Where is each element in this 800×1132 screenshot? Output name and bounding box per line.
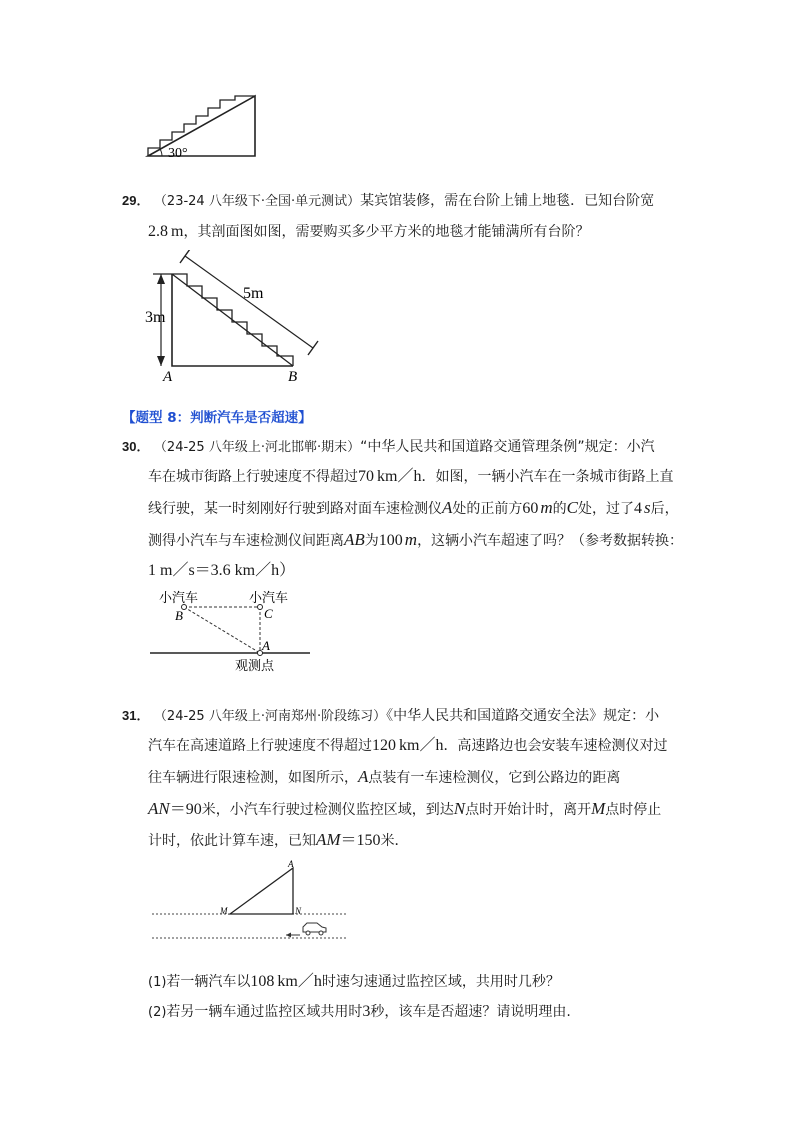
q29-line1 (122, 191, 654, 212)
q30-text3b: 处的正前方 (452, 501, 523, 517)
q30-line5 (148, 561, 295, 581)
q30-label-a: A (262, 638, 270, 653)
top-staircase-figure (140, 88, 265, 163)
q31-speed-unit: km／h (399, 737, 444, 754)
q31-sub2-text-b: 秒，该车是否超速？请说明理由. (370, 1004, 571, 1020)
q30-speed: 70 (358, 468, 374, 485)
q31-source: （24-25 八年级上·河南郑州·阶段练习） (153, 709, 387, 724)
q30-var-ab: AB (344, 530, 365, 549)
q31-sub1-text-b: 时速匀速通过监控区域，共用时几秒？ (321, 974, 560, 990)
q30-time: 4 (634, 500, 643, 517)
q31-text4c: 点时停止 (605, 802, 662, 818)
q31-sub1-number: (1) (148, 975, 167, 990)
q30-observe-point: 观测点 (235, 659, 275, 674)
q31-label-a: A (288, 859, 294, 869)
q30-car-right: 小汽车 (249, 591, 289, 606)
q30-text3a: 线行驶，某一时刻刚好行驶到路对面车速检测仪 (148, 501, 442, 517)
q29-source: （23-24 八年级下·全国·单元测试） (153, 194, 361, 209)
q30-unit-m: m (540, 498, 553, 517)
q30-speed-unit: km／h (377, 468, 422, 485)
q29-stair-figure (145, 250, 325, 385)
q30-text1: “中华人民共和国道路交通管理条例”规定：小汽 (360, 439, 655, 455)
q30-dist-ac: 60 (522, 500, 539, 517)
q31-line1 (122, 706, 659, 727)
q30-line2 (148, 467, 673, 487)
q31-line3 (148, 767, 620, 788)
q30-source: （24-25 八年级上·河北邯郸·期末） (153, 440, 361, 455)
angle-label: 30° (168, 146, 188, 161)
q31-sub1-unit: km／h (277, 973, 322, 990)
q30-unit-m2: m (404, 530, 418, 549)
q29-number: 29． (122, 193, 150, 208)
q31-text3a: 往车辆进行限速检测，如图所示， (148, 770, 358, 786)
q30-var-a: A (442, 498, 453, 517)
q31-label-m: M (220, 906, 228, 916)
q30-line1 (122, 437, 655, 458)
q29-label-b: B (288, 369, 298, 385)
q31-an-value: ＝90 (169, 801, 202, 818)
q30-number: 30． (122, 439, 150, 454)
q31-label-n: N (295, 906, 302, 916)
q31-text4a: 米，小汽车行驶过检测仪监控区域，到达 (201, 802, 454, 818)
q30-dist-ab: 100 (378, 532, 403, 549)
q31-text5b: 米． (380, 833, 409, 849)
q31-var-n: N (453, 799, 466, 818)
q30-unit-s: s (644, 498, 651, 517)
q31-road-figure (148, 858, 353, 948)
q31-text3b: 点装有一车速检测仪，它到公路边的距离 (368, 770, 621, 786)
q31-sub2 (148, 1002, 571, 1023)
q29-line2 (148, 222, 589, 242)
q30-text2b: ．如图，一辆小汽车在一条城市街路上直 (421, 469, 674, 485)
section-heading: 【题型 8：判断汽车是否超速】 (122, 410, 312, 426)
q29-text2: ，其剖面图如图，需要购买多少平方米的地毯才能铺满所有台阶？ (183, 224, 590, 240)
q30-text2a: 车在城市街路上行驶速度不得超过 (148, 469, 358, 485)
q29-label-slope: 5m (243, 285, 264, 302)
q31-var-m: M (591, 799, 606, 818)
q30-var-c: C (566, 498, 579, 517)
q30-text3d: 处，过了 (578, 501, 635, 517)
q31-sub1 (148, 972, 560, 993)
q31-sub2-number: (2) (148, 1005, 167, 1020)
q31-line4 (148, 799, 661, 820)
q31-text1: 《中华人民共和国道路交通安全法》规定：小 (386, 708, 660, 724)
q31-text5a: 计时，依此计算车速，已知 (148, 833, 316, 849)
q30-text4c: ，这辆小汽车超速了吗？（参考数据转换： (417, 533, 684, 549)
q31-var-an: AN (148, 799, 170, 818)
q29-width-value: 2.8 (148, 223, 168, 240)
q30-line4 (148, 530, 683, 551)
q31-am-value: ＝150 (340, 832, 381, 849)
q30-car-left: 小汽车 (159, 591, 199, 606)
q29-width-unit: m (171, 223, 184, 240)
q31-number: 31． (122, 708, 150, 723)
q31-sub1-speed: 108 (250, 973, 275, 990)
q30-label-c: C (264, 606, 273, 621)
q30-speed-figure (145, 588, 320, 678)
q30-text4a: 测得小汽车与车速检测仪间距离 (148, 533, 344, 549)
q30-conversion: 1 m／s＝3.6 km／h） (148, 562, 296, 579)
q31-var-am: AM (316, 830, 341, 849)
q31-line5 (148, 830, 409, 851)
q29-label-height: 3m (145, 309, 166, 326)
q31-text2a: 汽车在高速道路上行驶速度不得超过 (148, 738, 372, 754)
q31-sub2-text-a: 若另一辆车通过监控区域共用时 (166, 1004, 363, 1020)
q30-label-b: B (175, 608, 183, 623)
q31-text4b: 点时开始计时，离开 (465, 802, 592, 818)
q31-sub1-text-a: 若一辆汽车以 (166, 974, 251, 990)
q30-text3c: 的 (552, 501, 567, 517)
q29-text1: 某宾馆装修，需在台阶上铺上地毯．已知台阶宽 (360, 193, 655, 209)
q31-text2b: ．高速路边也会安装车速检测仪对过 (443, 738, 668, 754)
q30-text4b: 为 (364, 533, 379, 549)
q31-line2 (148, 736, 667, 756)
car-icon (303, 923, 326, 935)
q31-speed: 120 (372, 737, 396, 754)
q30-line3 (148, 498, 679, 519)
q31-var-a: A (358, 767, 369, 786)
arrow-left-icon (286, 933, 300, 938)
q31-sub2-time: 3 (362, 1003, 371, 1020)
q29-label-a: A (163, 369, 173, 385)
q30-text3e: 后， (650, 501, 679, 517)
